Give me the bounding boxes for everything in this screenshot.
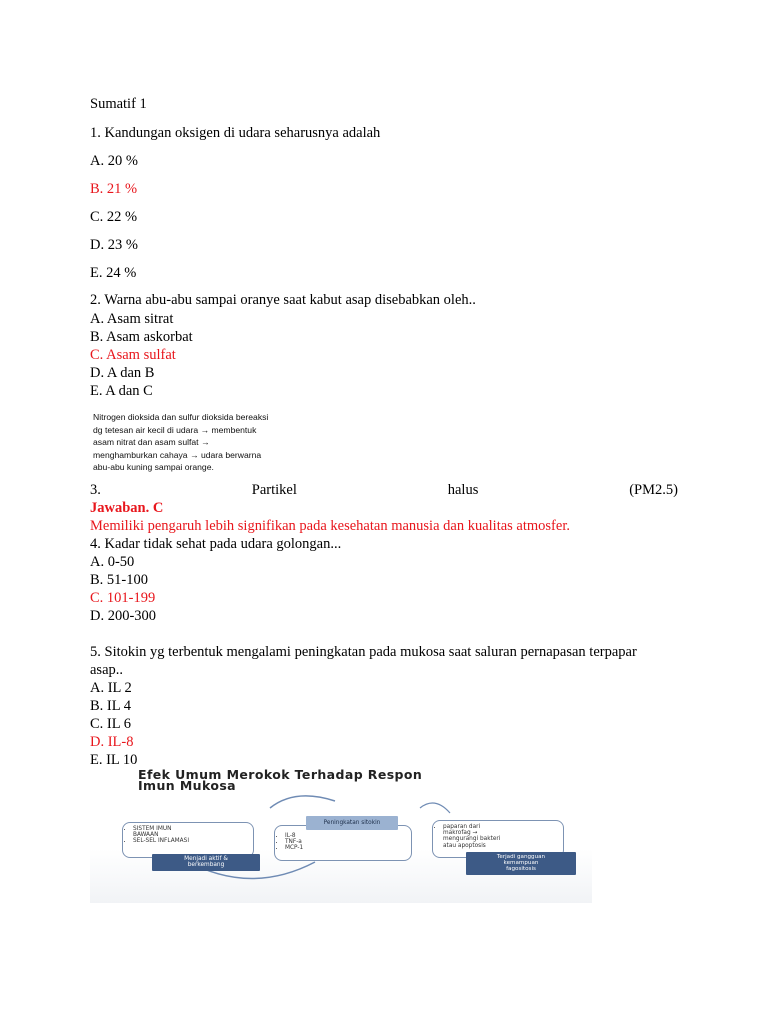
q1-option-e: E. 24 % <box>90 265 137 281</box>
phagocytosis-disorder-tag <box>466 852 576 875</box>
diagram-item: • paparan dari <box>443 824 563 830</box>
tag-line: berkembang <box>187 862 225 868</box>
tag-line: kemampuan <box>503 860 539 867</box>
q2-option-b: B. Asam askorbat <box>90 329 193 345</box>
diagram-item: • MCP-1 <box>285 845 411 851</box>
q1-option-c: C. 22 % <box>90 209 138 225</box>
activated-tag <box>152 854 260 871</box>
diagram-item: • TNF-a <box>285 839 411 845</box>
q1-option-a: A. 20 % <box>90 153 138 169</box>
document-title: Sumatif 1 <box>90 96 147 112</box>
q5-option-e: E. IL 10 <box>90 752 138 768</box>
q3-explanation: Memiliki pengaruh lebih signifikan pada kesehatan manusia dan kualitas atmosfer. <box>90 518 570 534</box>
question-5: 5. Sitokin yg terbentuk mengalami peningkatan pada mukosa saat saluran pernapasan terpapar <box>90 644 637 660</box>
q4-option-a: A. 0-50 <box>90 554 135 570</box>
diagram-item: makrofag → <box>443 830 478 837</box>
q3-word: (PM2.5) <box>629 482 678 498</box>
q2-option-e: E. A dan C <box>90 383 153 399</box>
q1-option-d: D. 23 % <box>90 237 138 253</box>
question-3 <box>90 481 678 499</box>
note-line: dg tetesan air kecil di udara → membentuk <box>93 424 257 435</box>
q3-word: halus <box>447 482 479 498</box>
q3-answer: Jawaban. C <box>90 500 164 516</box>
innate-immune-box <box>122 822 254 858</box>
tag-line: fagositosis <box>506 866 536 873</box>
q4-option-b: B. 51-100 <box>90 572 148 588</box>
q3-word: Partikel <box>251 482 297 498</box>
diagram-item: • SEL-SEL INFLAMASI <box>133 838 253 844</box>
q5-option-b: B. IL 4 <box>90 698 131 714</box>
note-line: menghamburkan cahaya → udara berwarna <box>93 449 262 460</box>
q4-option-c-correct: C. 101-199 <box>90 590 156 606</box>
tag-line: Menjadi aktif & <box>184 856 228 862</box>
diagram-title-line: Efek Umum Merokok Terhadap Respon <box>138 768 423 782</box>
question-1: 1. Kandungan oksigen di udara seharusnya adalah <box>90 125 381 141</box>
q5-option-a: A. IL 2 <box>90 680 132 696</box>
q4-option-d: D. 200-300 <box>90 608 157 624</box>
question-2: 2. Warna abu-abu sampai oranye saat kabut asap disebabkan oleh.. <box>90 292 476 308</box>
cytokine-box <box>274 825 412 861</box>
curved-arrow-3 <box>420 803 450 813</box>
diagram-item: mengurangi bakteri <box>443 836 501 843</box>
diagram-item: atau apoptosis <box>443 842 486 849</box>
tag-line: Terjadi gangguan <box>496 854 546 860</box>
diagram-item: • SISTEM IMUN <box>133 826 253 832</box>
diagram-item: BAWAAN <box>133 832 159 839</box>
question-4: 4. Kadar tidak sehat pada udara golongan... <box>90 536 342 552</box>
q2-option-d: D. A dan B <box>90 365 155 381</box>
q1-option-b-correct: B. 21 % <box>90 181 138 197</box>
cytokine-increase-tag: Peningkatan sitokin <box>306 816 398 830</box>
smoking-immune-diagram <box>90 768 592 903</box>
question-5-cont: asap.. <box>90 662 124 678</box>
note-line: Nitrogen dioksida dan sulfur dioksida bereaksi <box>93 412 269 422</box>
q5-option-d-correct: D. IL-8 <box>90 734 134 750</box>
diagram-title-line: Imun Mukosa <box>138 778 237 793</box>
q2-explanation-note <box>93 411 293 474</box>
q5-option-c: C. IL 6 <box>90 716 131 732</box>
q3-number: 3. <box>90 482 101 498</box>
q2-option-a: A. Asam sitrat <box>90 311 174 327</box>
note-line: abu-abu kuning sampai orange. <box>93 462 214 472</box>
note-line: asam nitrat dan asam sulfat → <box>93 437 210 447</box>
curved-arrow-2 <box>270 796 335 808</box>
q2-option-c-correct: C. Asam sulfat <box>90 347 176 363</box>
diagram-item: • IL-8 <box>285 833 411 839</box>
